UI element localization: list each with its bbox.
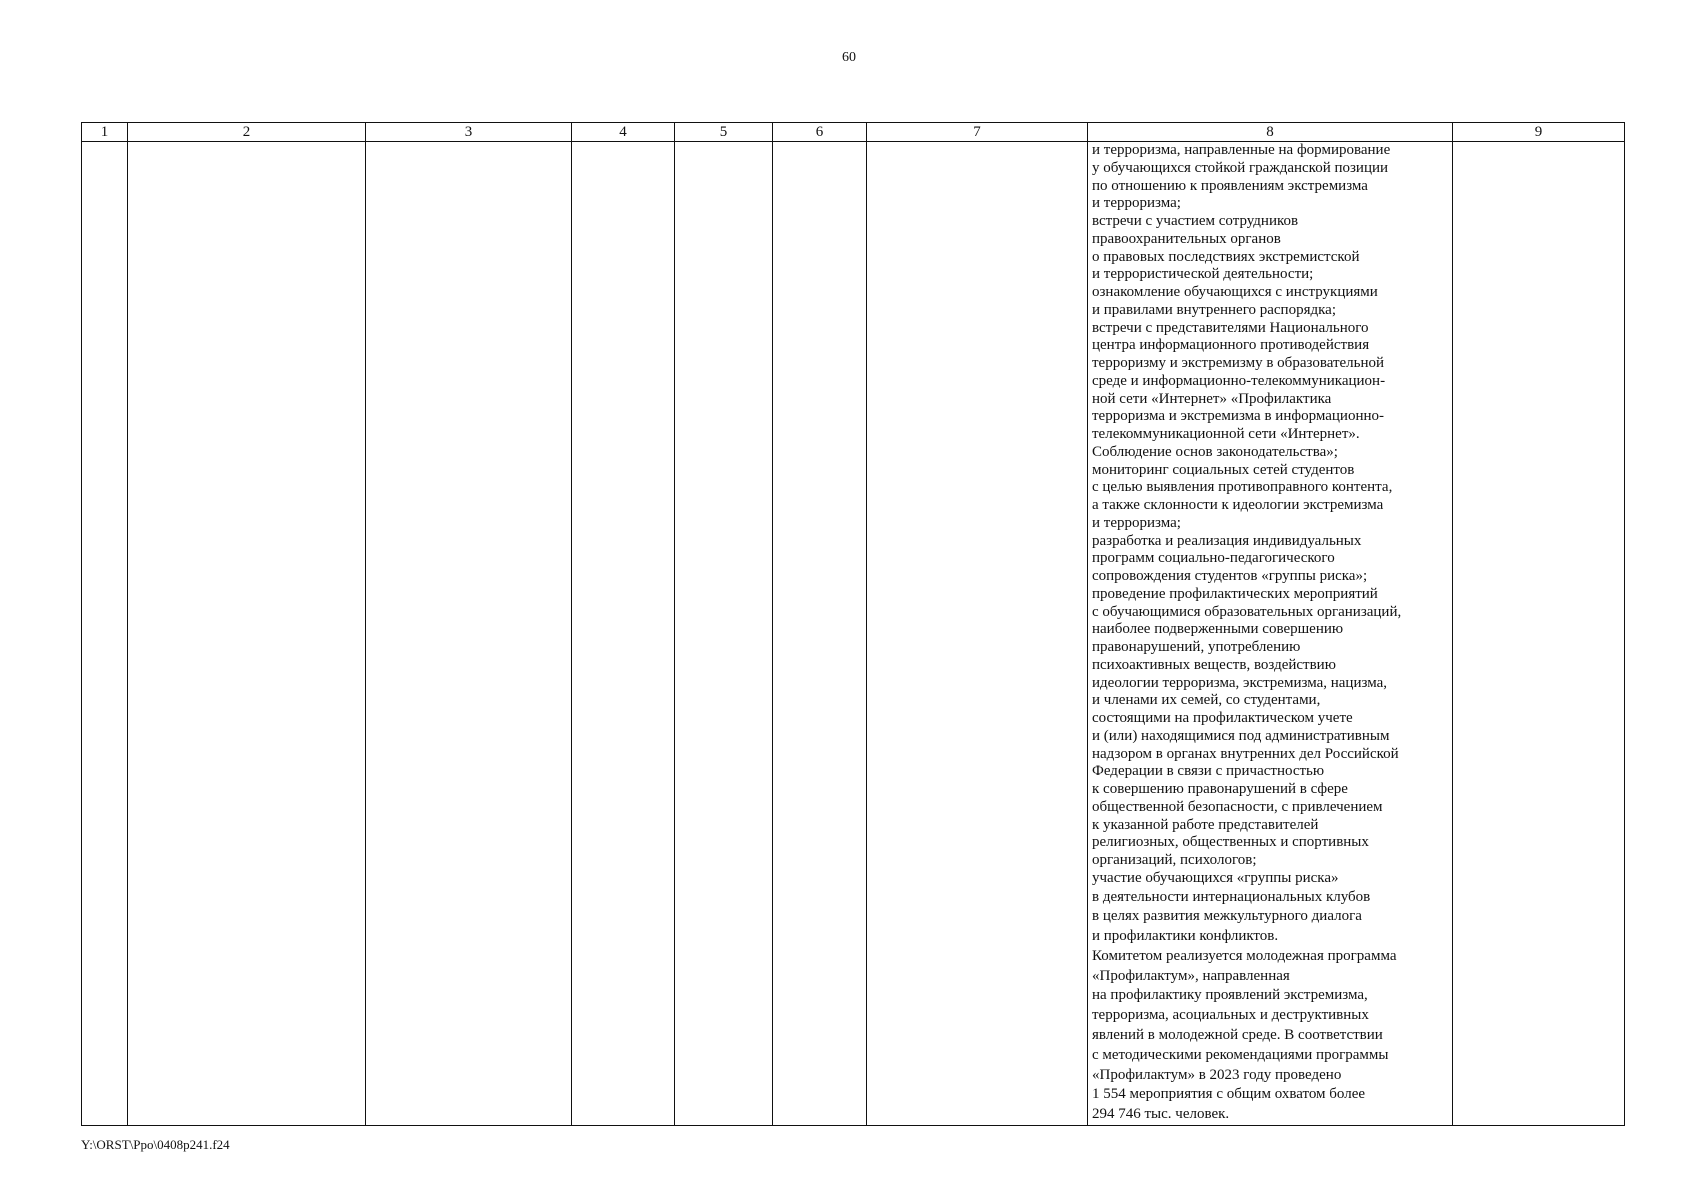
text-line: явлений в молодежной среде. В соответствии xyxy=(1092,1027,1383,1044)
table-row xyxy=(82,142,1625,1126)
text-line: 1 554 мероприятия с общим охватом более xyxy=(1092,1086,1366,1103)
cell-col-1 xyxy=(82,142,128,1126)
column-header-8: 8 xyxy=(1088,123,1453,142)
text-line: на профилактику проявлений экстремизма, xyxy=(1092,987,1368,1004)
text-line: терроризма и экстремизма в информационно- xyxy=(1092,408,1384,425)
column-header-2: 2 xyxy=(128,123,366,142)
text-line: среде и информационно-телекоммуникацион- xyxy=(1092,372,1386,389)
cell-col-9 xyxy=(1453,142,1625,1126)
column-header-1: 1 xyxy=(82,123,128,142)
text-line: с целью выявления противоправного контента, xyxy=(1092,479,1393,496)
text-line: Комитетом реализуется молодежная программа xyxy=(1092,947,1397,964)
text-line: наиболее подверженными совершению xyxy=(1092,621,1344,638)
column-header-9: 9 xyxy=(1453,123,1625,142)
text-line: психоактивных веществ, воздействию xyxy=(1092,656,1336,673)
text-line: участие обучающихся «группы риска» xyxy=(1092,869,1339,886)
text-line: и терроризма; xyxy=(1092,195,1181,212)
column-header-6: 6 xyxy=(773,123,867,142)
cell-col-4 xyxy=(572,142,675,1126)
text-line: и членами их семей, со студентами, xyxy=(1092,692,1321,709)
cell-col-8 xyxy=(1088,142,1453,1126)
text-line: общественной безопасности, с привлечением xyxy=(1092,798,1383,815)
cell-col-6 xyxy=(773,142,867,1126)
text-line: состоящими на профилактическом учете xyxy=(1092,710,1353,726)
text-line: центра информационного противодействия xyxy=(1092,337,1370,354)
text-line: и терроризма, направленные на формирование xyxy=(1092,142,1391,158)
text-line: сопровождения студентов «группы риска»; xyxy=(1092,568,1368,584)
text-line: терроризму и экстремизму в образовательной xyxy=(1092,355,1385,371)
header-row xyxy=(82,123,1625,142)
column-header-4: 4 xyxy=(572,123,675,142)
text-line: правоохранительных органов xyxy=(1092,230,1281,247)
text-line: в целях развития межкультурного диалога xyxy=(1092,908,1362,925)
text-line: телекоммуникационной сети «Интернет». xyxy=(1092,426,1360,442)
text-line: встречи с участием сотрудников xyxy=(1092,213,1299,229)
text-line: к совершению правонарушений в сфере xyxy=(1092,781,1348,797)
text-line: по отношению к проявлениям экстремизма xyxy=(1092,177,1368,194)
text-line: идеологии терроризма, экстремизма, нацизма, xyxy=(1092,674,1387,691)
text-line: к указанной работе представителей xyxy=(1092,816,1319,833)
text-line: и правилами внутреннего распорядка; xyxy=(1092,301,1336,318)
text-line: терроризма, асоциальных и деструктивных xyxy=(1092,1007,1369,1024)
text-line: организаций, психологов; xyxy=(1092,852,1257,868)
text-line: проведение профилактических мероприятий xyxy=(1092,585,1378,602)
text-line: у обучающихся стойкой гражданской позиции xyxy=(1092,159,1389,176)
cell-col-2 xyxy=(128,142,366,1126)
text-line: правонарушений, употреблению xyxy=(1092,639,1301,655)
text-line: встречи с представителями Национального xyxy=(1092,319,1369,336)
cell-col-7 xyxy=(867,142,1088,1126)
text-line: ознакомление обучающихся с инструкциями xyxy=(1092,284,1378,300)
col8-text xyxy=(1088,142,1452,1125)
cell-col-3 xyxy=(366,142,572,1126)
text-line: «Профилактум», направленная xyxy=(1092,967,1290,984)
text-line: и террористической деятельности; xyxy=(1092,266,1314,283)
text-line: о правовых последствиях экстремистской xyxy=(1092,248,1360,265)
column-header-7: 7 xyxy=(867,123,1088,142)
text-line: надзором в органах внутренних дел Российской xyxy=(1092,745,1399,762)
text-line: и (или) находящимися под административным xyxy=(1092,727,1390,744)
text-line: с методическими рекомендациями программы xyxy=(1092,1046,1389,1063)
text-line: мониторинг социальных сетей студентов xyxy=(1092,461,1355,478)
data-table xyxy=(81,122,1625,1126)
text-line: а также склонности к идеологии экстремизма xyxy=(1092,497,1384,513)
text-line: Соблюдение основ законодательства»; xyxy=(1092,443,1338,460)
text-line: и профилактики конфликтов. xyxy=(1092,928,1279,945)
text-line: разработка и реализация индивидуальных xyxy=(1092,532,1362,549)
text-line: религиозных, общественных и спортивных xyxy=(1092,834,1369,851)
text-line: «Профилактум» в 2023 году проведено xyxy=(1092,1066,1342,1083)
column-header-5: 5 xyxy=(675,123,773,142)
text-line: ной сети «Интернет» «Профилактика xyxy=(1092,390,1332,407)
page-number: 60 xyxy=(842,50,856,65)
text-line: программ социально-педагогического xyxy=(1092,550,1335,567)
text-line: и терроризма; xyxy=(1092,514,1181,531)
column-header-3: 3 xyxy=(366,123,572,142)
file-path-footer: Y:\ORST\Ppo\0408p241.f24 xyxy=(81,1137,230,1152)
text-line: с обучающимися образовательных организаций, xyxy=(1092,603,1402,620)
text-line: 294 746 тыс. человек. xyxy=(1092,1106,1230,1123)
cell-col-5 xyxy=(675,142,773,1126)
text-line: Федерации в связи с причастностью xyxy=(1092,763,1325,780)
text-line: в деятельности интернациональных клубов xyxy=(1092,888,1371,905)
